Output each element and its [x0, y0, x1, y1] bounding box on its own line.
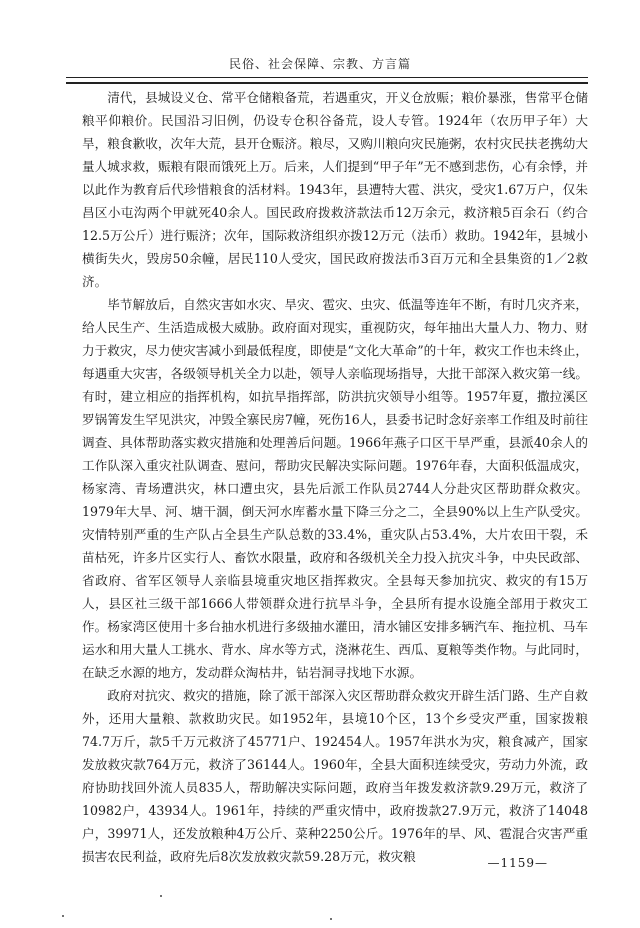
scan-speck — [62, 915, 64, 917]
header-rule-thin — [66, 77, 588, 78]
body-text — [82, 86, 588, 868]
paragraph-2: 毕节解放后，自然灾害如水灾、旱灾、雹灾、虫灾、低温等连年不断，有时几灾齐来，给人民生产、生活造成极大威胁。政府面对现实，重视防灾，每年抽出大量人力、物力、财力于救灾，尽力使灾害减小到最低程度，即使是“文化大革命”的十年，救灾工作也未终止，每遇重大灾害，各级领导机关全力以赴，领导人亲临现场指导，大批干部深入救灾第一线。有时，建立相应的指挥机构，如抗旱指挥部，防洪抗灾领导小组等。1957年夏，撒拉溪区罗锅箐发生罕见洪灾，冲毁全寨民房7幢，死伤16人，县委书记时念好亲率工作组及时前往调查、具体帮助落实救灾措施和处理善后问题。1966年燕子口区干旱严重，县派40余人的工作队深入重灾社队调查、慰问，帮助灾民解决实际问题。1976年春，大面积低温成灾，杨家湾、青场遭洪灾，林口遭虫灾，县先后派工作队员2744人分赴灾区帮助群众救灾。1979年大旱、河、塘干涸，倒天河水库蓄水量下降三分之二，全县90%以上生产队受灾。灾情特别严重的生产队占全县生产队总数的33.4%，重灾队占53.4%，大片农田干裂，禾苗枯死，许多片区实行人、畜饮水限量，政府和各级机关全力投入抗灾斗争，中央民政部、省政府、省军区领导人亲临县境重灾地区指挥救灾。全县每天参加抗灾、救灾的有15万人，县区社三级干部1666人带领群众进行抗旱斗争，全县所有提水设施全部用于救灾工作。杨家湾区使用十多台抽水机进行多级抽水灌田，清水铺区安排多辆汽车、拖拉机、马车运水和用大量人工挑水、背水、戽水等方式，浇淋花生、西瓜、夏粮等类作物。与此同时，在缺乏水源的地方，发动群众淘枯井，钻岩洞寻找地下水源。 — [82, 297, 588, 680]
scan-speck — [160, 895, 162, 897]
header-rule-thick — [66, 82, 588, 84]
running-header: 民俗、社会保障、宗教、方言篇 — [228, 57, 411, 71]
scan-speck — [330, 918, 332, 920]
paragraph-3: 政府对抗灾、救灾的措施，除了派干部深入灾区帮助群众救灾开辟生活门路、生产自救外，还用大量粮、款救助灾民。如1952年，县境10个区，13个乡受灾严重，国家拨粮74.7万斤，款5千万元救济了45771户、192454人。1957年洪水为灾，粮食减产，国家发放救灾款764万元，救济了36144人。1960年，全县大面积连续受灾，劳动力外流，政府协助找回外流人员835人，帮助解决实际问题，政府当年拨发救济款9.29万元，救济了10982户，43934人。1961年，持续的严重灾情中，政府拨款27.9万元，救济了14048户，39971人，还发放粮种4万公斤、菜种2250公斤。1976年的旱、风、雹混合灾害严重损害农民利益，政府先后8次发放救灾款59.28万元，救灾粮 — [82, 688, 588, 864]
paragraph-1: 清代，县城设义仓、常平仓储粮备荒，若遇重灾，开义仓放赈；粮价暴涨，售常平仓储粮平仰粮价。民国沿习旧例，仍设专仓积谷备荒，设人专管。1924年（农历甲子年）大旱，粮食歉收，次年大荒，县开仓赈济。粮尽，又购川粮向灾民施粥，农村灾民扶老携幼大量人城求救，赈粮有限而饿死上万。后来，人们提到“甲子年”无不感到悲伤，心有余悸，并以此作为教育后代珍惜粮食的活材料。1943年，县遭特大雹、洪灾，受灾1.67万户，仅朱昌区小屯沟两个甲就死40余人。国民政府拨救济款法币12万余元，救济粮5百余石（约合12.5万公斤）进行赈济；次年，国际救济组织亦拨12万元（法币）救助。1942年，县城小横街失火，毁房50余幢，居民110人受灾，国民政府拨法币3百万元和全县集资的1／2救济。 — [82, 90, 588, 289]
page-number: —1159— — [487, 856, 548, 870]
